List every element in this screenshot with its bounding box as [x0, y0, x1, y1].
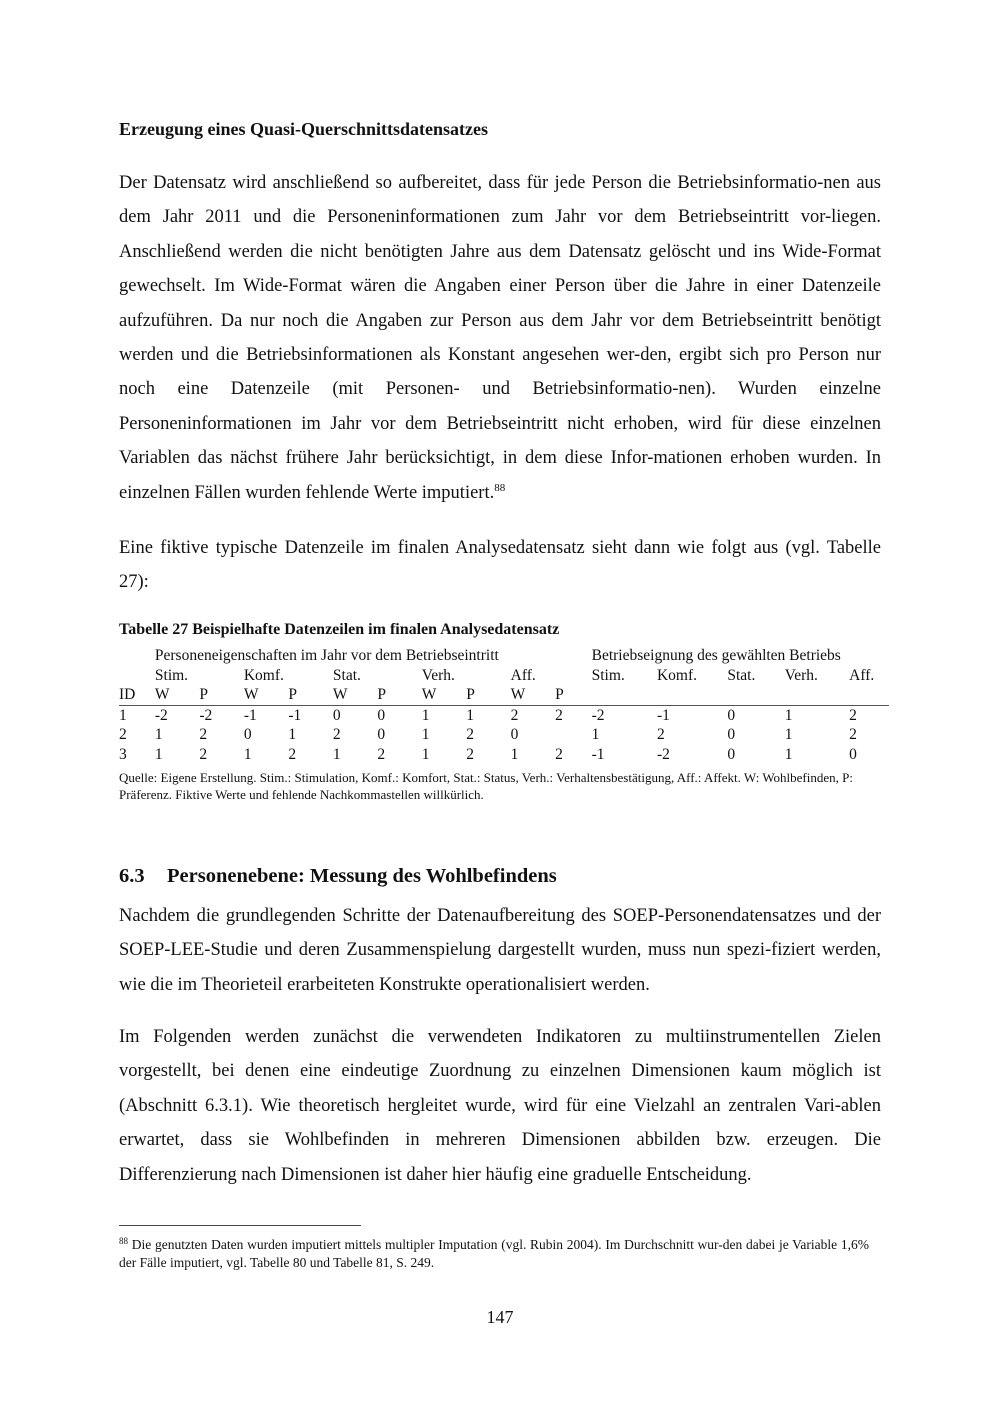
dim-header: Stim. [154, 666, 189, 684]
cell: 0 [727, 726, 736, 743]
cell: 2 [656, 726, 665, 743]
cell: 1 [421, 726, 430, 743]
cell: 1 [243, 745, 252, 763]
sub-header: W [244, 685, 289, 705]
table-subheader-row [119, 685, 889, 705]
footnote [119, 1236, 869, 1271]
cell: 2 [466, 745, 474, 763]
cell [555, 725, 591, 745]
footnote-divider [119, 1225, 361, 1226]
cell: 2 [849, 726, 857, 743]
dim-header: Verh. [784, 666, 818, 684]
cell: 2 [555, 706, 563, 724]
cell: -1 [591, 745, 605, 763]
section-title: Personenebene: Messung des Wohlbefindens [167, 865, 557, 887]
dim-header: Aff. [849, 666, 875, 684]
group-header-person: Personeneigenschaften im Jahr vor dem Betriebseintritt [154, 647, 499, 664]
cell: 1 [119, 706, 127, 724]
id-header: ID [119, 685, 155, 705]
cell: -2 [154, 706, 168, 724]
dim-header: Stat. [727, 666, 756, 684]
dim-header: Komf. [656, 666, 698, 684]
sub-header: P [199, 685, 243, 705]
cell: -2 [199, 706, 213, 724]
group-header-betrieb: Betriebseignung des gewählten Betriebs [591, 647, 841, 664]
cell: -1 [288, 706, 302, 724]
section-heading [119, 865, 557, 888]
table-dimension-header-row [119, 666, 889, 686]
cell: 1 [421, 706, 430, 724]
cell: 2 [510, 706, 519, 724]
cell: 1 [421, 745, 430, 763]
cell: 2 [849, 706, 857, 724]
cell: 1 [784, 726, 793, 743]
subsection-heading: Erzeugung eines Quasi-Querschnittsdatensatzes [119, 119, 488, 139]
table-group-header-row [119, 646, 889, 666]
cell: -2 [656, 745, 670, 763]
cell: 0 [377, 726, 386, 743]
sub-header: W [155, 685, 199, 705]
cell: 1 [466, 706, 474, 724]
cell: -1 [243, 706, 257, 724]
cell: 1 [288, 726, 297, 743]
cell: 0 [332, 706, 341, 724]
cell: 1 [784, 745, 793, 763]
table-row [119, 705, 889, 725]
cell: -1 [656, 706, 670, 724]
cell: 2 [199, 745, 208, 763]
cell: 1 [332, 745, 341, 763]
sub-header: P [555, 685, 591, 705]
sub-header: P [466, 685, 510, 705]
cell: 0 [243, 726, 252, 743]
cell: 1 [591, 726, 600, 743]
cell: 1 [784, 706, 793, 724]
cell: 2 [288, 745, 297, 763]
page-number: 147 [486, 1307, 514, 1327]
cell: 2 [332, 726, 341, 743]
cell: 0 [849, 745, 857, 763]
paragraph-1-text: Der Datensatz wird anschließend so aufbereitet, dass für jede Person die Betriebsinformatio-nen aus dem Jahr 2011 und die Personeninformationen zum Jahr vor dem Betriebseintritt vor-liegen. Anschließend werden die nicht benötigten Jahre aus dem Datensatz gelöscht und ins Wide-Format gewechselt. Im Wide-Format wären die Angaben einer Person über die Jahre in einer Datenzeile aufzuführen. Da nur noch die Angaben zur Person aus dem Jahr vor dem Betriebseintritt benötigt werden und die Betriebsinformationen als Konstant angesehen wer-den, ergibt sich pro Person nur noch eine Datenzeile (mit Personen- und Betriebsinformatio-nen). Wurden einzelne Personeninformationen im Jahr vor dem Betriebseintritt nicht erhoben, wird für diese einzelnen Variablen das nächst frühere Jahr berücksichtigt, in dem diese Infor-mationen erhoben wurden. In einzelnen Fällen wurden fehlende Werte imputiert. [119, 173, 881, 503]
sub-header: W [511, 685, 555, 705]
sub-header: W [422, 685, 467, 705]
paragraph-4: Im Folgenden werden zunächst die verwendeten Indikatoren zu multiinstrumentellen Zielen vorgestellt, bei denen eine eindeutige Zuordnung zu einzelnen Dimensionen kaum möglich ist (Abschnitt 6.3.1). Wie theoretisch hergleitet wurde, wird für eine Vielzahl an zentralen Vari-ablen erwartet, dass sie Wohlbefinden in mehreren Dimensionen abbilden bzw. erzeugen. Die Differenzierung nach Dimensionen ist daher hier häufig eine graduelle Entscheidung. [119, 1027, 881, 1185]
table-caption: Tabelle 27 Beispielhafte Datenzeilen im finalen Analysedatensatz [119, 621, 560, 638]
cell: 2 [555, 745, 563, 763]
cell: -2 [591, 706, 605, 724]
sub-header: W [333, 685, 377, 705]
cell: 0 [727, 706, 736, 724]
dim-header: Stat. [332, 666, 361, 684]
cell: 3 [119, 745, 127, 763]
sub-header: P [288, 685, 333, 705]
cell: 2 [377, 745, 386, 763]
paragraph-3: Nachdem die grundlegenden Schritte der Datenaufbereitung des SOEP-Personendatensatzes und der SOEP-LEE-Studie und deren Zusammenspielung dargestellt wurden, muss nun spezi-fiziert werden, wie die im Theorieteil erarbeiteten Konstrukte operationalisiert werden. [119, 906, 881, 995]
footnote-reference[interactable]: 88 [494, 481, 506, 494]
paragraph-1 [119, 166, 881, 510]
footnote-text: Die genutzten Daten wurden imputiert mittels multipler Imputation (vgl. Rubin 2004). Im Durchschnitt wur-den dabei je Variable 1,6% der Fälle imputiert, vgl. Tabelle 80 und Tabelle 81, S. 249. [119, 1237, 870, 1270]
cell: 2 [199, 726, 208, 743]
data-table [119, 646, 889, 764]
dim-header: Stim. [591, 666, 625, 684]
footnote-number: 88 [119, 1236, 128, 1246]
cell: 2 [466, 726, 474, 743]
dim-header: Komf. [243, 666, 284, 684]
section-number: 6.3 [119, 865, 145, 887]
cell: 2 [119, 726, 127, 743]
cell: 1 [154, 726, 163, 743]
cell: 1 [510, 745, 519, 763]
dim-header: Verh. [421, 666, 455, 684]
cell: 1 [154, 745, 163, 763]
paragraph-2: Eine fiktive typische Datenzeile im finalen Analysedatensatz sieht dann wie folgt aus (vgl. Tabelle 27): [119, 538, 881, 593]
cell: 0 [377, 706, 386, 724]
sub-header: P [377, 685, 421, 705]
cell: 0 [727, 745, 736, 763]
table-row [119, 725, 889, 745]
dim-header: Aff. [510, 666, 536, 684]
table-row [119, 745, 889, 765]
table-note: Quelle: Eigene Erstellung. Stim.: Stimulation, Komf.: Komfort, Stat.: Status, Verh.: Verhaltensbestätigung, Aff.: Affekt. W: Wohlbefinden, P: Präferenz. Fiktive Werte und fehlende Nachkommastellen willkürlich. [119, 770, 853, 802]
cell: 0 [510, 726, 519, 743]
